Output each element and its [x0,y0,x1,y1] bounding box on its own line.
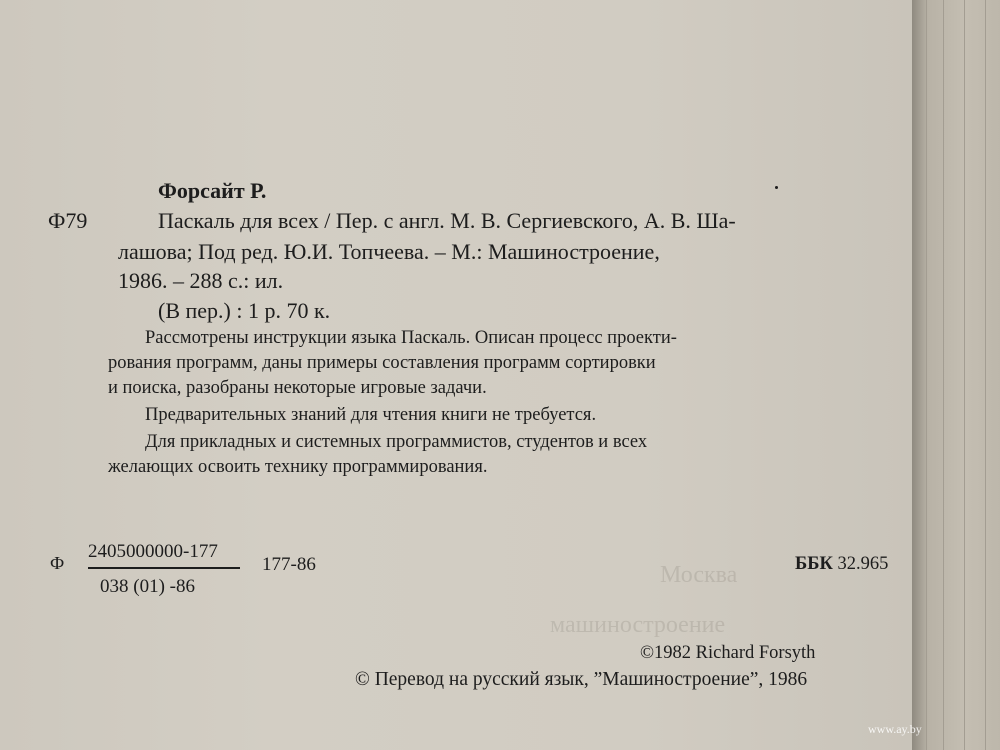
catalog-numerator: 2405000000-177 [88,541,218,562]
annotation-line: рования программ, даны примеры составления программ сортировки [108,353,656,373]
catalog-code: Ф79 [48,208,88,233]
show-through-text: машиностроение [550,612,726,638]
copyright-original: ©1982 Richard Forsyth [640,643,816,663]
title-line: Паскаль для всех / Пер. с англ. М. В. Сергиевского, А. В. Ша- [158,208,736,233]
price-line: (В пер.) : 1 р. 70 к. [158,298,331,323]
title-line: 1986. – 288 с.: ил. [118,268,284,293]
catalog-number: 177-86 [262,554,316,575]
show-through-text: Москва [660,562,738,588]
annotation-line: Предварительных знаний для чтения книги не требуется. [145,405,597,425]
catalog-denominator: 038 (01) -86 [100,576,195,597]
annotation-line: и поиска, разобраны некоторые игровые задачи. [108,378,487,398]
title-line: лашова; Под ред. Ю.И. Топчеева. – М.: Машиностроение, [118,239,660,264]
annotation-line: желающих освоить технику программирования. [108,457,488,477]
bbk-value: 32.965 [837,554,889,574]
copyright-translation: © Перевод на русский язык, ”Машиностроение”, 1986 [355,669,808,690]
author-name: Форсайт Р. [158,178,267,203]
site-watermark: www.ay.by [868,722,922,736]
catalog-phi: Ф [50,553,65,573]
annotation-line: Рассмотрены инструкции языка Паскаль. Описан процесс проекти- [145,328,677,348]
annotation-line: Для прикладных и системных программистов, студентов и всех [145,432,648,452]
bbk-label: ББК [795,554,833,574]
print-speck [775,186,778,189]
bbk-code [795,554,888,575]
page-edge-stack [912,0,1000,750]
fraction-rule [88,567,240,569]
